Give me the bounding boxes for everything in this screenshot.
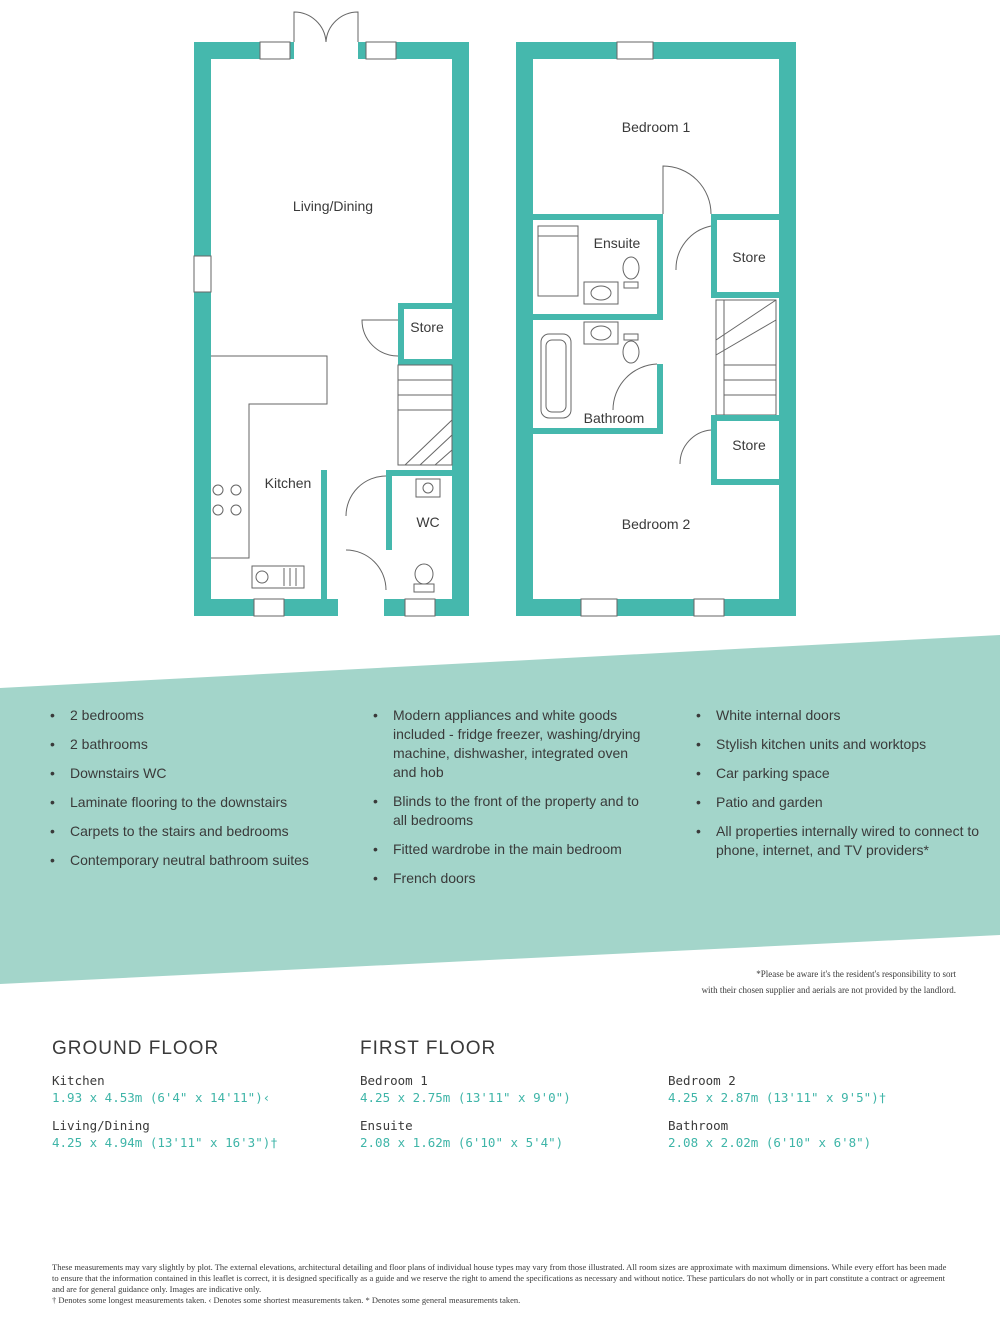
feature-item: • 2 bedrooms — [48, 706, 338, 725]
features-column-1 — [48, 706, 338, 880]
feature-item: • Stylish kitchen units and worktops — [694, 735, 984, 754]
disclaimer — [52, 1262, 952, 1306]
room-dims: 4.25 x 2.87m (13'11" x 9'5")† — [668, 1090, 887, 1105]
feature-item: • Blinds to the front of the property and to all bedrooms — [371, 792, 651, 830]
room-dim-kitchen — [52, 1072, 270, 1106]
room-label-kitchen: Kitchen — [264, 475, 312, 491]
room-name: Bedroom 1 — [360, 1073, 428, 1088]
window — [617, 42, 653, 59]
room-label-store-first-top: Store — [732, 249, 766, 265]
window — [260, 42, 290, 59]
room-dim-living — [52, 1117, 278, 1151]
features-column-2 — [371, 706, 651, 898]
room-dims: 4.25 x 2.75m (13'11" x 9'0") — [360, 1090, 571, 1105]
bedroom1-partition — [713, 214, 779, 220]
first-floor-heading: FIRST FLOOR — [360, 1038, 497, 1059]
room-label-bedroom1: Bedroom 1 — [621, 119, 691, 135]
supplier-note-line2: with their chosen supplier and aerials are not provided by the landlord. — [701, 985, 956, 995]
kitchen-partition — [321, 470, 327, 600]
room-dim-bedroom2 — [668, 1072, 886, 1106]
feature-item: • Contemporary neutral bathroom suites — [48, 851, 338, 870]
room-dims: 4.25 x 4.94m (13'11" x 16'3")† — [52, 1135, 278, 1150]
room-label-bedroom2: Bedroom 2 — [621, 516, 691, 532]
room-dims: 2.08 x 2.02m (6'10" x 6'8") — [668, 1135, 872, 1150]
room-name: Living/Dining — [52, 1118, 150, 1133]
window — [581, 599, 617, 616]
disclaimer-text: These measurements may vary slightly by plot. The external elevations, architectural detailing and floor plans of individual house types may vary from those illustrated. All room sizes are approximate with maximum dimensions. While every effort has been made to ensure that the information contained in this leaflet is correct, it is designed specifically as a guide and we reserve the right to amend the specifications as necessary and without notice. These particulars do not wholly or in part constitute a contract or agreement and are for general guidance only. Images are indicative only. — [52, 1262, 947, 1294]
window — [366, 42, 396, 59]
feature-item: • Car parking space — [694, 764, 984, 783]
feature-item: • French doors — [371, 869, 651, 888]
room-label-bathroom: Bathroom — [583, 410, 645, 426]
feature-item: • Laminate flooring to the downstairs — [48, 793, 338, 812]
bathroom-bottom-wall — [533, 428, 663, 434]
supplier-note-line1: *Please be aware it's the resident's responsibility to sort — [756, 969, 956, 979]
feature-item: • Downstairs WC — [48, 764, 338, 783]
window — [405, 599, 435, 616]
window — [194, 256, 211, 292]
feature-item: • Patio and garden — [694, 793, 984, 812]
room-name: Ensuite — [360, 1118, 413, 1133]
feature-item: • Carpets to the stairs and bedrooms — [48, 822, 338, 841]
room-dim-bedroom1 — [360, 1072, 571, 1106]
room-name: Kitchen — [52, 1073, 105, 1088]
room-dims: 2.08 x 1.62m (6'10" x 5'4") — [360, 1135, 564, 1150]
feature-item: • Fitted wardrobe in the main bedroom — [371, 840, 651, 859]
bedroom1-partition — [533, 214, 663, 220]
room-dim-ensuite — [360, 1117, 563, 1151]
room-label-wc: WC — [416, 514, 440, 530]
room-label-store-ground: Store — [410, 319, 444, 335]
room-label-living-dining: Living/Dining — [292, 198, 374, 214]
ensuite-bath-divider — [533, 314, 663, 320]
ensuite-wall — [657, 214, 663, 314]
feature-item: • 2 bathrooms — [48, 735, 338, 754]
feature-item: • White internal doors — [694, 706, 984, 725]
ground-floor-heading: GROUND FLOOR — [52, 1038, 220, 1059]
room-label-ensuite: Ensuite — [593, 235, 641, 251]
room-dims: 1.93 x 4.53m (6'4" x 14'11")‹ — [52, 1090, 271, 1105]
room-dim-bathroom — [668, 1117, 871, 1151]
room-label-store-first-bottom: Store — [732, 437, 766, 453]
measurement-key: † Denotes some longest measurements taken. ‹ Denotes some shortest measurements taken. * Denotes some general measurements taken. — [52, 1295, 521, 1305]
window — [694, 599, 724, 616]
feature-item: • All properties internally wired to connect to phone, internet, and TV providers* — [694, 822, 984, 860]
room-name: Bedroom 2 — [668, 1073, 736, 1088]
floor-plans — [0, 0, 1000, 630]
feature-item: • Modern appliances and white goods included - fridge freezer, washing/drying machine, dishwasher, integrated oven and hob — [371, 706, 651, 782]
window — [254, 599, 284, 616]
french-doors — [294, 12, 358, 59]
bathroom-wall — [657, 364, 663, 434]
room-name: Bathroom — [668, 1118, 729, 1133]
supplier-note — [560, 966, 956, 998]
features-column-3 — [694, 706, 984, 870]
front-door — [338, 599, 384, 616]
